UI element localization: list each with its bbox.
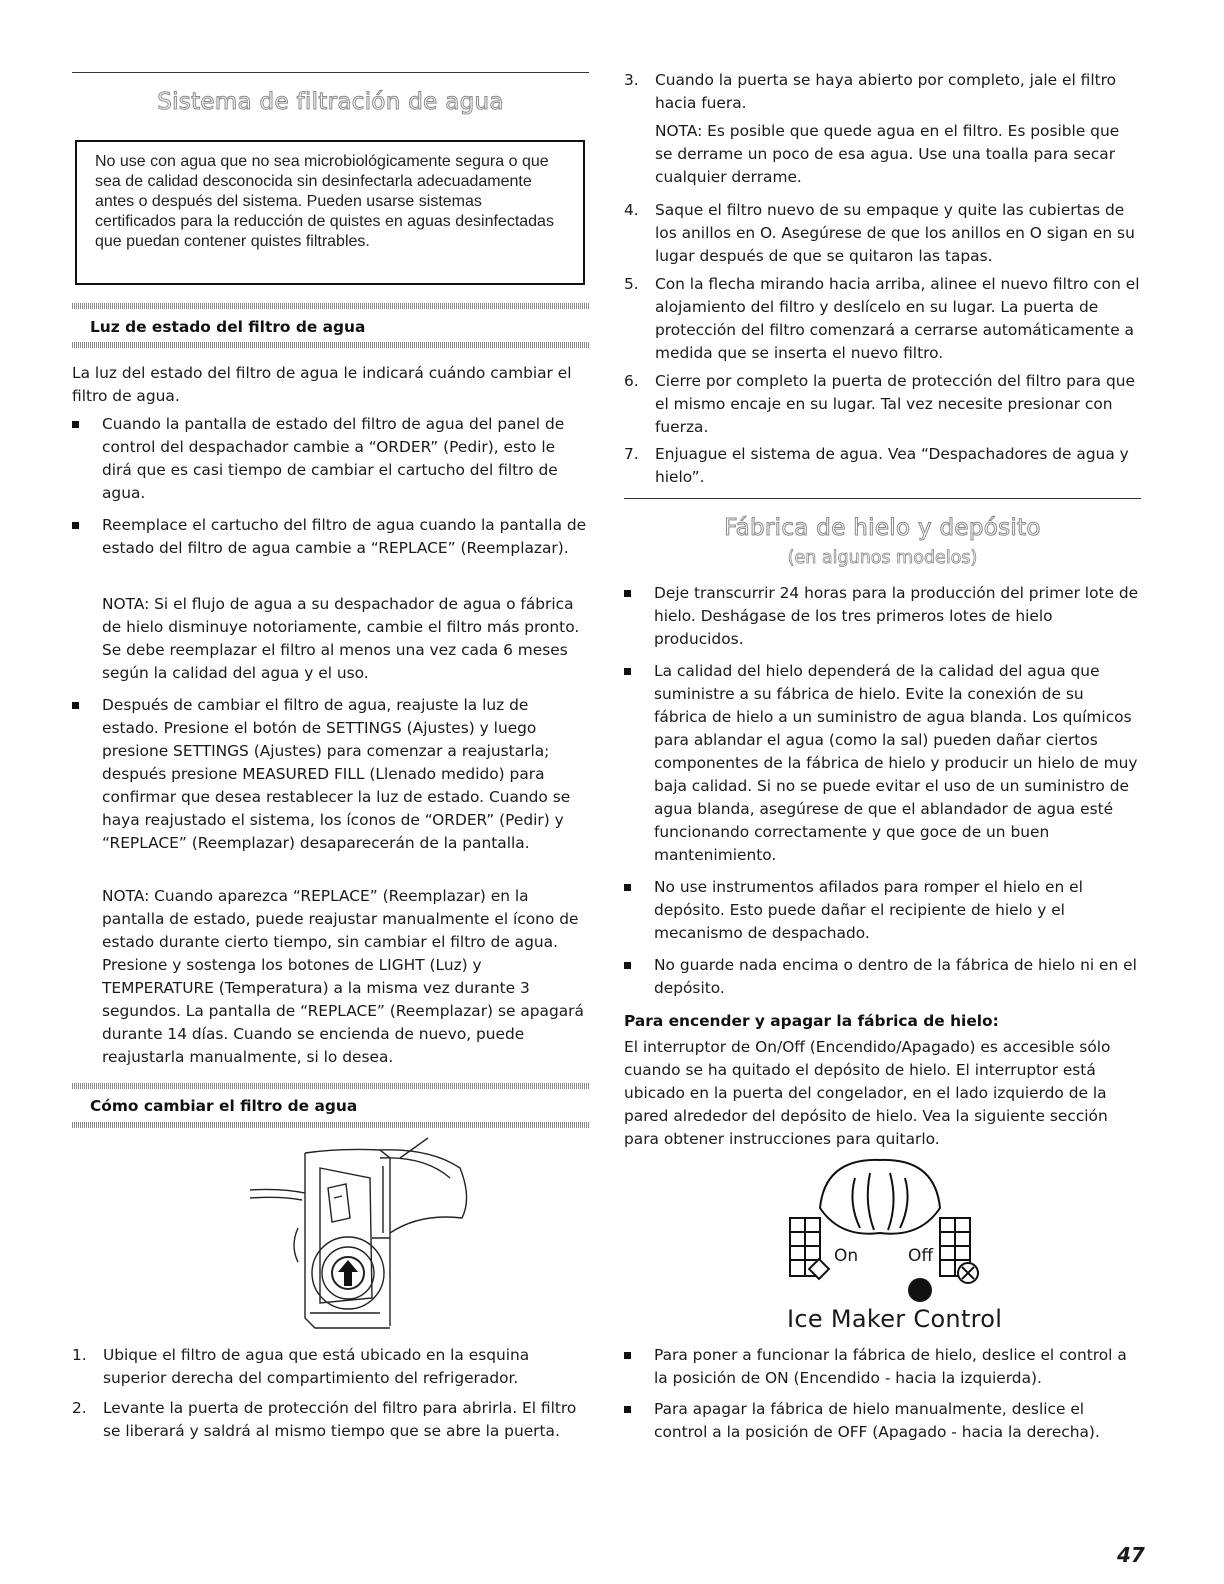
bullet-text: Cuando la pantalla de estado del filtro de agua del panel de control del despachador cambie a “ORDER” (Pedir), esto le dirá que es casi tiempo de cambiar el cartucho del filtro de agua.	[102, 415, 565, 502]
step-number: 2.	[72, 1399, 87, 1417]
note-text: NOTA: Es posible que quede agua en el filtro. Es posible que se derrame un poco de esa agua. Use una toalla para secar cualquier derrame.	[655, 122, 1120, 186]
heading-change-filter: Cómo cambiar el filtro de agua	[90, 1097, 358, 1115]
dotted-rule	[72, 303, 589, 309]
step-number: 5.	[624, 275, 639, 293]
status-light-intro: La luz del estado del filtro de agua le indicará cuándo cambiar el filtro de agua.	[72, 364, 572, 405]
bullet-item	[624, 954, 1141, 1000]
diagram-off-label: Off	[908, 1246, 934, 1266]
bullet-item	[624, 1398, 1141, 1444]
bullet-icon	[72, 421, 79, 428]
step-item	[624, 370, 1141, 440]
onoff-text: El interruptor de On/Off (Encendido/Apagado) es accesible sólo cuando se ha quitado el depósito de hielo. El interruptor está ubicado en la puerta del congelador, en el lado izquierdo de la pared alrededor del depósito de hielo. Vea la siguiente sección para obtener instrucciones para quitarlo.	[624, 1038, 1111, 1148]
bullet-icon	[624, 590, 631, 597]
step-item	[624, 443, 1141, 489]
bullet-text: Para apagar la fábrica de hielo manualmente, deslice el control a la posición de OFF (Apagado - hacia la derecha).	[654, 1400, 1100, 1441]
bullet-text: Reemplace el cartucho del filtro de agua cuando la pantalla de estado del filtro de agua cambie a “REPLACE” (Reemplazar).	[102, 516, 587, 557]
bullet-icon	[624, 884, 631, 891]
step-text: Con la flecha mirando hacia arriba, alinee el nuevo filtro con el alojamiento del filtro y deslícelo en su lugar. La puerta de protección del filtro comenzará a cerrarse automáticamente a medida que se inserta el nuevo filtro.	[655, 275, 1140, 362]
bullet-text: No use instrumentos afilados para romper el hielo en el depósito. Esto puede dañar el recipiente de hielo y el mecanismo de despachado.	[654, 878, 1083, 942]
step-text: Cuando la puerta se haya abierto por completo, jale el filtro hacia fuera.	[655, 71, 1117, 112]
bullet-item	[72, 413, 589, 505]
step-number: 6.	[624, 372, 639, 390]
bullet-item	[624, 1344, 1141, 1390]
step-number: 3.	[624, 71, 639, 89]
bullet-icon	[72, 702, 79, 709]
control-slider-dot	[908, 1278, 932, 1302]
step-item	[624, 273, 1141, 365]
bullet-icon	[624, 1406, 631, 1413]
step-item	[72, 1397, 589, 1467]
step-text: Enjuague el sistema de agua. Vea “Despachadores de agua y hielo”.	[655, 445, 1129, 486]
bullet-item	[624, 582, 1141, 652]
bullet-icon	[72, 522, 79, 529]
bullet-text: La calidad del hielo dependerá de la calidad del agua que suministre a su fábrica de hielo. Evite la conexión de su fábrica de hielo a un suministro de agua blanda. Los químicos para ablandar el agua (como la sal) pueden dañar ciertos componentes de la fábrica de hielo y producir un hielo de muy baja calidad. Si no se puede evitar el uso de un suministro de agua blanda, asegúrese de que el ablandador de agua esté funcionando correctamente y que goce de un buen mantenimiento.	[654, 662, 1138, 864]
section-title-ice-maker: Fábrica de hielo y depósito	[724, 515, 1041, 541]
step-number: 1.	[72, 1346, 87, 1364]
bullet-item	[72, 514, 589, 584]
control-knob	[820, 1160, 940, 1234]
diagram-on-label: On	[834, 1246, 859, 1266]
dotted-rule	[72, 1083, 589, 1089]
step-item	[72, 1344, 589, 1390]
warning-box	[75, 140, 585, 285]
dotted-rule	[72, 342, 589, 348]
filter-illustration	[250, 1138, 480, 1333]
diagram-caption: Ice Maker Control	[787, 1305, 1003, 1333]
bullet-text: Para poner a funcionar la fábrica de hielo, deslice el control a la posición de ON (Encendido - hacia la izquierda).	[654, 1346, 1127, 1387]
bullet-icon	[624, 1352, 631, 1359]
heading-onoff: Para encender y apagar la fábrica de hielo:	[624, 1012, 999, 1030]
rule-ice-section	[624, 498, 1141, 499]
ice-off-icon	[940, 1218, 978, 1283]
step-text: Ubique el filtro de agua que está ubicado en la esquina superior derecha del compartimiento del refrigerador.	[103, 1346, 530, 1387]
step-text: Saque el filtro nuevo de su empaque y quite las cubiertas de los anillos en O. Asegúrese de que los anillos en O sigan en su lugar después de que se quitaron las tapas.	[655, 201, 1135, 265]
page-number: 47	[1117, 1543, 1145, 1567]
ice-on-icon	[790, 1218, 829, 1279]
bullet-item	[624, 660, 1141, 867]
note-text: NOTA: Cuando aparezca “REPLACE” (Reemplazar) en la pantalla de estado, puede reajustar manualmente el ícono de estado durante cierto tiempo, sin cambiar el filtro de agua. Presione y sostenga los botones de LIGHT (Luz) y TEMPERATURE (Temperatura) a la misma vez durante 3 segundos. La pantalla de “REPLACE” (Reemplazar) se apagará durante 14 días. Cuando se encienda de nuevo, puede reajustarla manualmente, si lo desea.	[102, 887, 584, 1066]
bullet-item	[72, 694, 589, 878]
heading-status-light: Luz de estado del filtro de agua	[90, 318, 366, 336]
step-number: 7.	[624, 445, 639, 463]
dotted-rule	[72, 1122, 589, 1128]
bullet-icon	[624, 668, 631, 675]
warning-text: No use con agua que no sea microbiológicamente segura o que sea de calidad desconocida sin desinfectarla adecuadamente antes o después del sistema. Pueden usarse sistemas certificados para la reducción de quistes en aguas desinfectadas que puedan contener quistes filtrables.	[95, 153, 554, 250]
top-rule-left	[72, 72, 589, 73]
bullet-text: Después de cambiar el filtro de agua, reajuste la luz de estado. Presione el botón de SETTINGS (Ajustes) y luego presione SETTINGS (Ajustes) para comenzar a reajustarla; después presione MEASURED FILL (Llenado medido) para confirmar que desea restablecer la luz de estado. Cuando se haya reajustado el sistema, los íconos de “ORDER” (Pedir) y “REPLACE” (Reemplazar) desaparecerán de la pantalla.	[102, 696, 571, 852]
note-text: NOTA: Si el flujo de agua a su despachador de agua o fábrica de hielo disminuye notoriamente, cambie el filtro más pronto. Se debe reemplazar el filtro al menos una vez cada 6 meses según la calidad del agua y el uso.	[102, 595, 580, 682]
bullet-text: Deje transcurrir 24 horas para la producción del primer lote de hielo. Deshágase de los tres primeros lotes de hielo producidos.	[654, 584, 1139, 648]
section-title-water-filtration: Sistema de filtración de agua	[157, 89, 504, 115]
step-item	[624, 199, 1141, 269]
step-text: Cierre por completo la puerta de protección del filtro para que el mismo encaje en su lugar. Tal vez necesite presionar con fuerza.	[655, 372, 1135, 436]
bullet-icon	[624, 962, 631, 969]
bullet-text: No guarde nada encima o dentro de la fábrica de hielo ni en el depósito.	[654, 956, 1137, 997]
step-number: 4.	[624, 201, 639, 219]
step-item	[624, 69, 1141, 115]
section-subtitle: (en algunos modelos)	[787, 548, 978, 568]
bullet-item	[624, 876, 1141, 946]
step-text: Levante la puerta de protección del filtro para abrirla. El filtro se liberará y saldrá al mismo tiempo que se abre la puerta.	[103, 1399, 577, 1440]
ice-maker-control-diagram	[780, 1158, 990, 1308]
